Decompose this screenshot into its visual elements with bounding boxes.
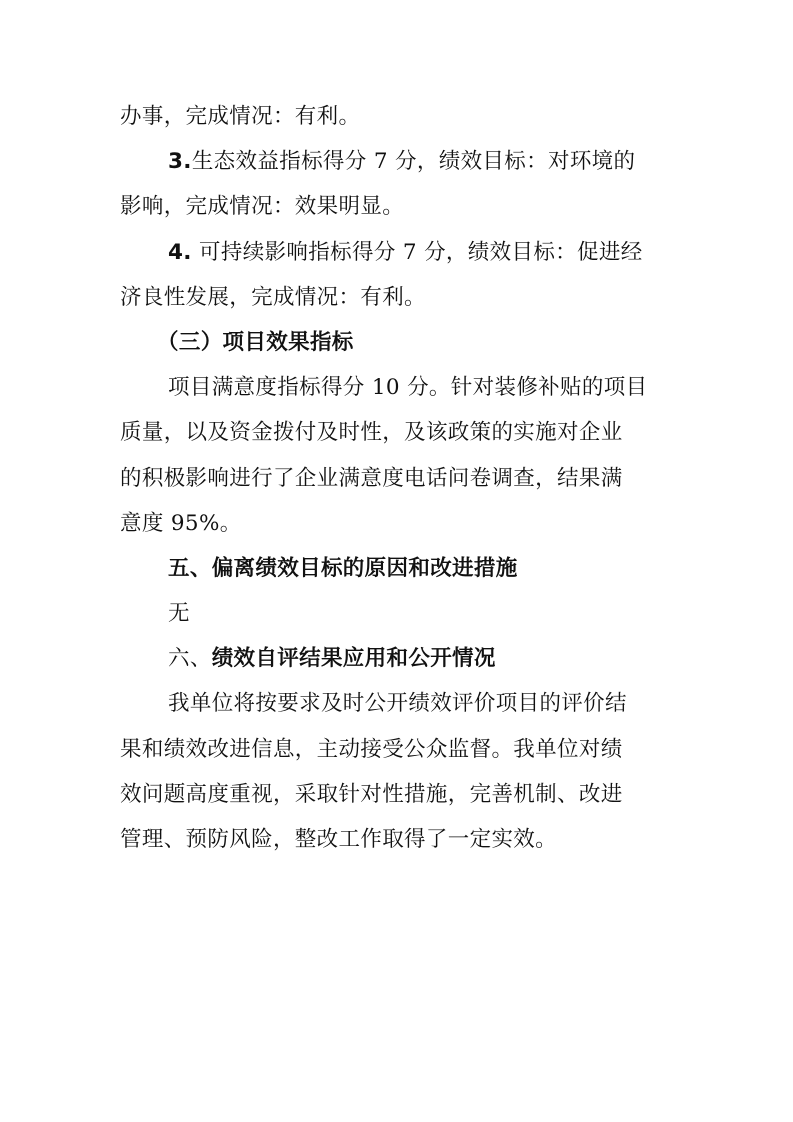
paragraph-line: 管理、预防风险，整改工作取得了一定实效。 <box>120 827 558 852</box>
item-3-line <box>120 139 674 184</box>
section-heading: （三）项目效果指标 <box>157 329 354 355</box>
paragraph-line: 无 <box>168 601 190 627</box>
section-heading-text: 绩效自评结果应用和公开情况 <box>211 646 496 672</box>
paragraph-line: 我单位将按要求及时公开绩效评价项目的评价结 <box>168 691 627 717</box>
paragraph-line: 项目满意度指标得分 10 分。针对装修补贴的项目 <box>168 375 648 401</box>
paragraph-line: 质量，以及资金拨付及时性，及该政策的实施对企业 <box>120 420 623 446</box>
section-heading: 五、偏离绩效目标的原因和改进措施 <box>168 555 518 581</box>
document-body <box>120 94 674 862</box>
item-text: 生态效益指标得分 7 分，绩效目标：对环境的 <box>191 149 636 175</box>
section-heading <box>120 636 674 681</box>
paragraph-line: 效问题高度重视，采取针对性措施，完善机制、改进 <box>120 781 623 807</box>
paragraph-line: 办事，完成情况：有利。 <box>120 104 361 129</box>
item-number: 4. <box>168 239 192 265</box>
item-number: 3. <box>168 149 192 175</box>
section-heading-prefix: 六、 <box>168 646 212 672</box>
paragraph-line: 果和绩效改进信息，主动接受公众监督。我单位对绩 <box>120 736 623 762</box>
item-4-line <box>120 230 674 275</box>
paragraph-line: 的积极影响进行了企业满意度电话问卷调查，结果满 <box>120 465 623 491</box>
paragraph-line: 意度 95%。 <box>120 510 242 536</box>
paragraph-line: 济良性发展，完成情况：有利。 <box>120 284 426 310</box>
paragraph-line: 影响，完成情况：效果明显。 <box>120 194 405 220</box>
item-text: 可持续影响指标得分 7 分，绩效目标：促进经 <box>199 239 643 265</box>
